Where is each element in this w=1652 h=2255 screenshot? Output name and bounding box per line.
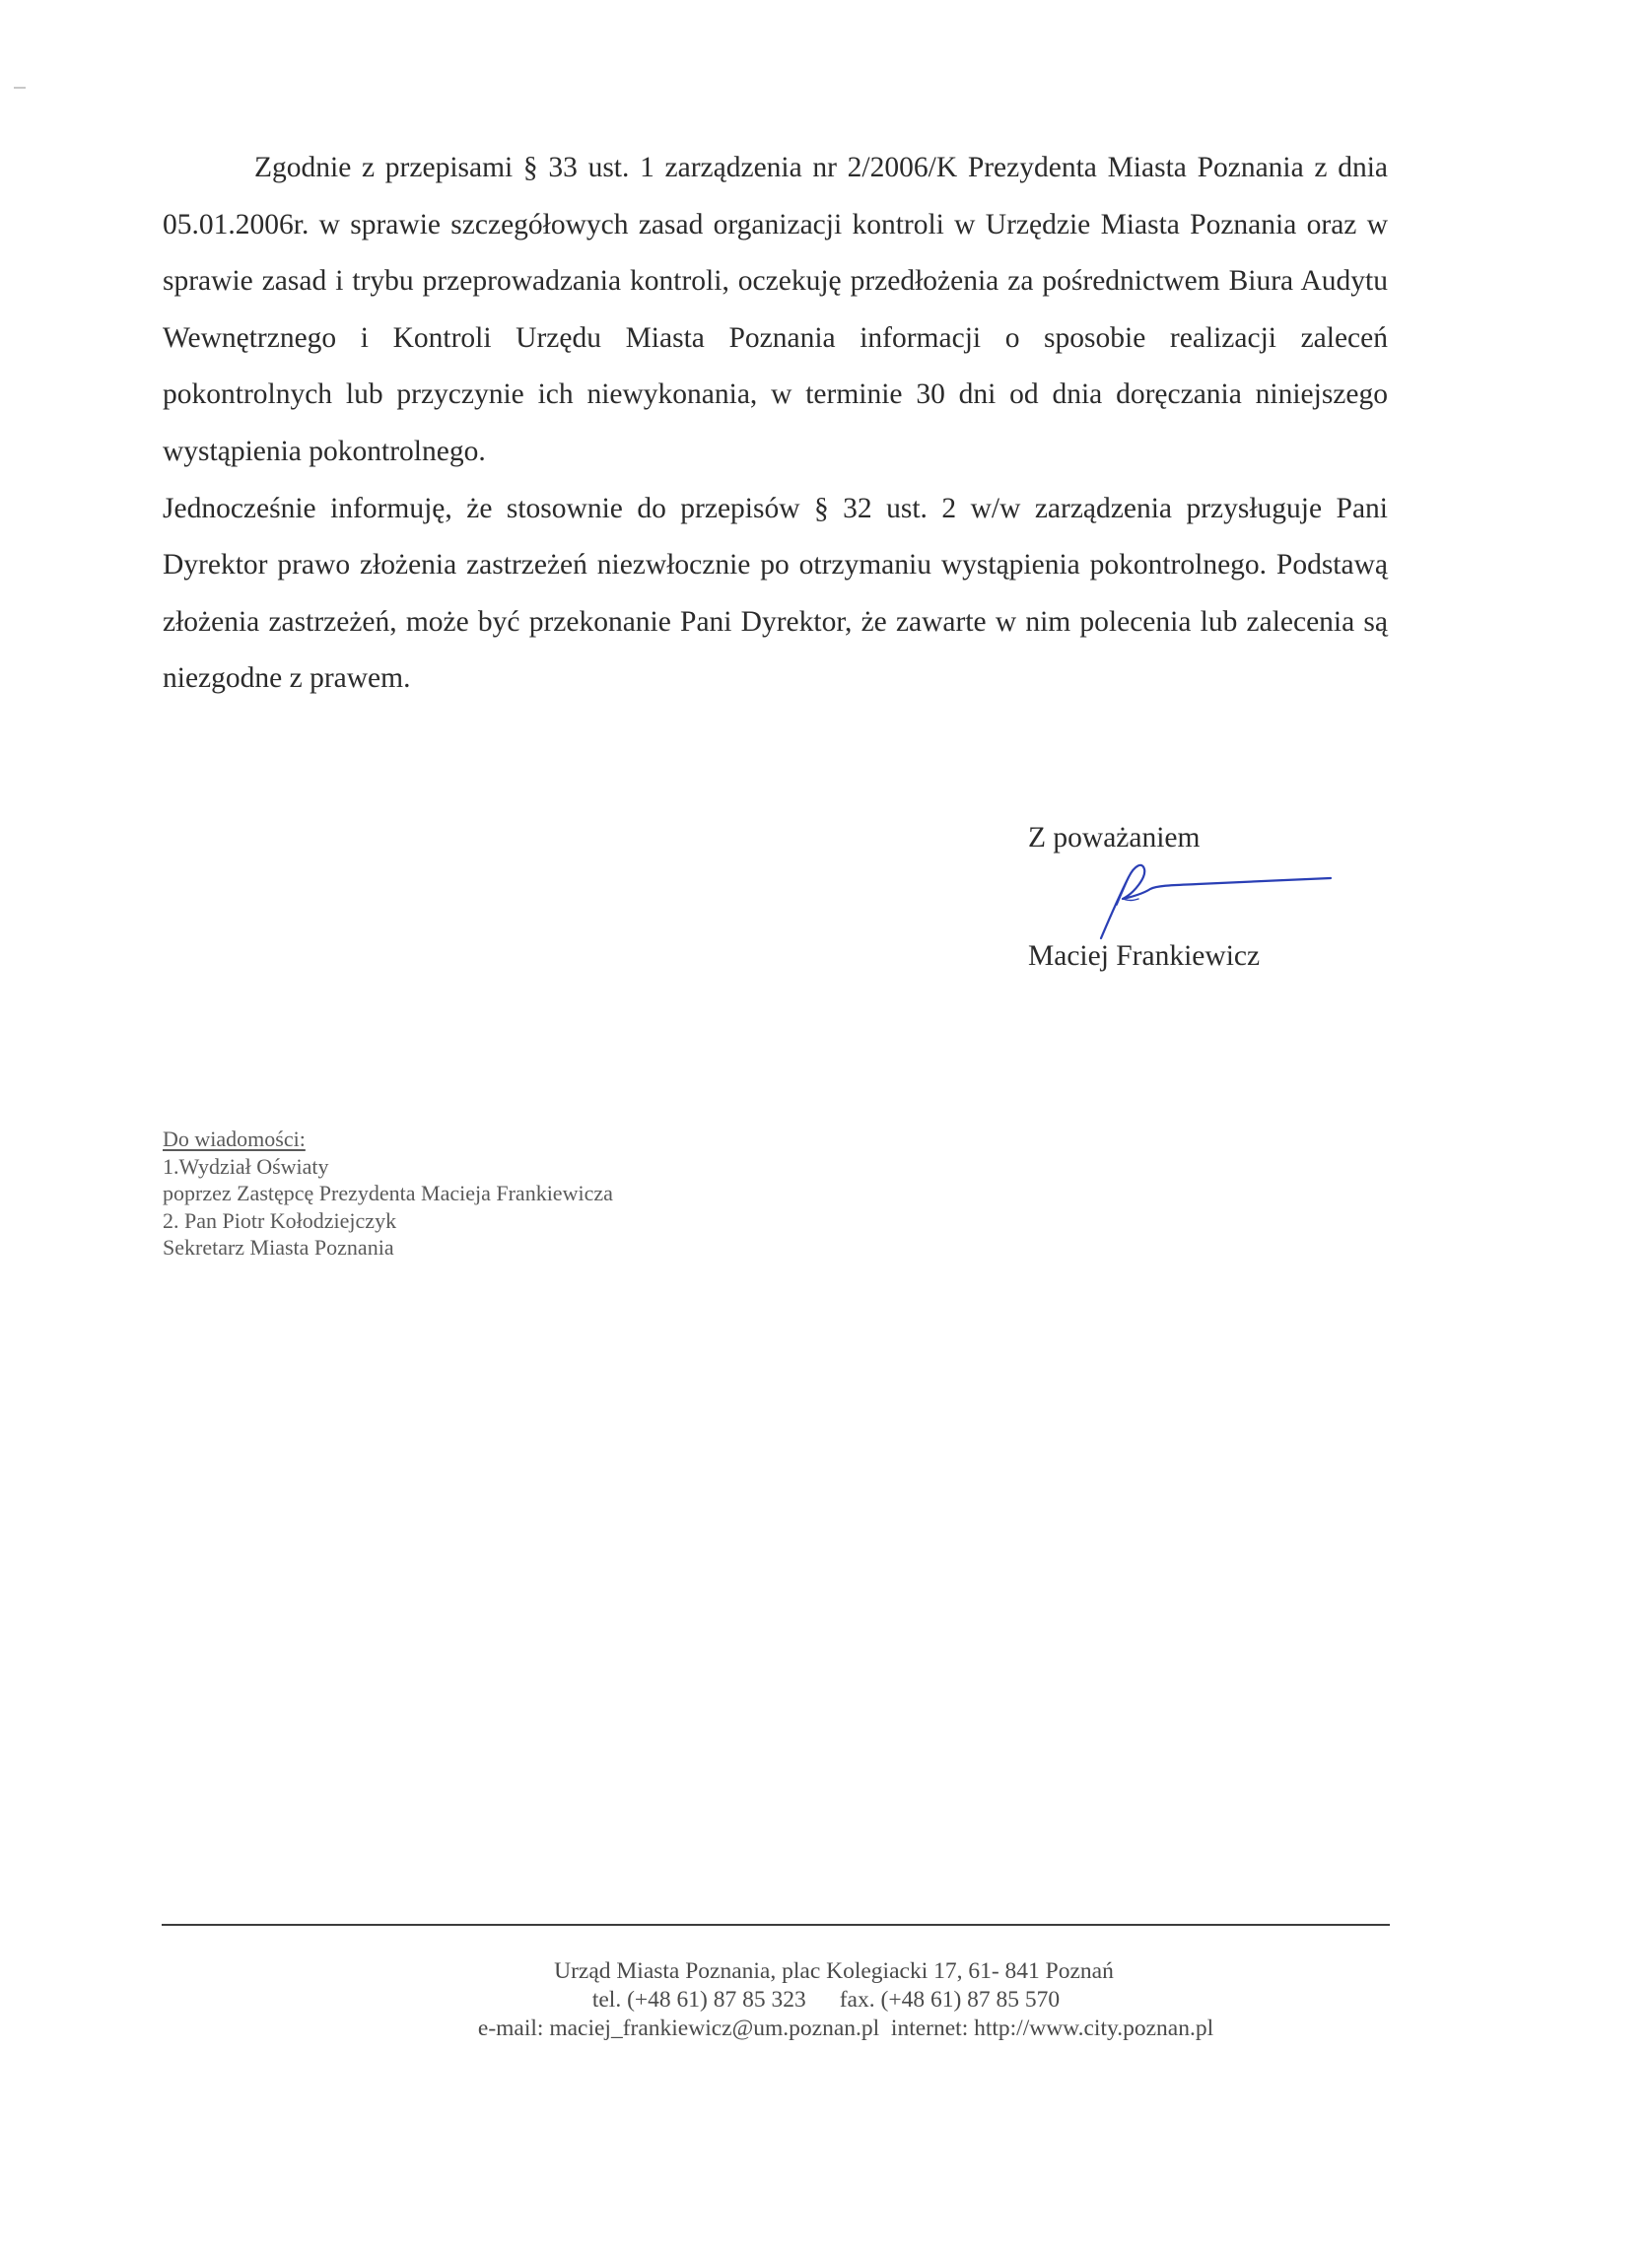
distribution-heading: Do wiadomości: [163,1127,306,1151]
handwritten-signature-icon [1060,855,1336,944]
footer-contact-row [0,2015,1652,2043]
footer-divider [162,1924,1390,1926]
letterhead-footer [0,1957,1652,2043]
signer-name: Maciej Frankiewicz [1028,940,1261,972]
letter-paragraph-2: Jednocześnie informuję, że stosownie do przepisów § 32 ust. 2 w/w zarządzenia przysługuje Pani Dyrektor prawo złożenia zastrzeżeń niezwłocznie po otrzymaniu wystąpienia pokontrolnego. Podstawą złożenia zastrzeżeń, może być przekonanie Pani Dyrektor, że zawarte w nim polecenia lub zalecenia są niezgodne z prawem. [163,492,1388,695]
distribution-list [163,1126,613,1262]
footer-address: Urząd Miasta Poznania, plac Kolegiacki 17, 61- 841 Poznań [554,1958,1114,1984]
footer-internet: internet: http://www.city.poznan.pl [890,2016,1214,2041]
footer-fax: fax. (+48 61) 87 85 570 [839,1987,1061,2013]
footer-email: e-mail: maciej_frankiewicz@um.poznan.pl [477,2016,880,2041]
distribution-line: poprzez Zastępcę Prezydenta Macieja Frankiewicza [163,1181,613,1205]
scan-artifact [14,87,26,89]
distribution-line: 1.Wydział Oświaty [163,1153,329,1179]
letter-body [163,140,1388,708]
closing-salutation: Z poważaniem [1028,822,1201,854]
distribution-line: Sekretarz Miasta Poznania [163,1235,394,1260]
footer-phone-row [0,1986,1652,2015]
distribution-line: 2. Pan Piotr Kołodziejczyk [163,1207,397,1233]
footer-tel: tel. (+48 61) 87 85 323 [591,1987,806,2013]
letter-paragraph-1: Zgodnie z przepisami § 33 ust. 1 zarządzenia nr 2/2006/K Prezydenta Miasta Poznania z dnia 05.01.2006r. w sprawie szczegółowych zasad organizacji kontroli w Urzędzie Miasta Poznania oraz w sprawie zasad i trybu przeprowadzania kontroli, oczekuję przedłożenia za pośrednictwem Biura Audytu Wewnętrznego i Kontroli Urzędu Miasta Poznania informacji o sposobie realizacji zaleceń pokontrolnych lub przyczynie ich niewykonania, w terminie 30 dni od dnia doręczania niniejszego wystąpienia pokontrolnego. [163,152,1388,467]
